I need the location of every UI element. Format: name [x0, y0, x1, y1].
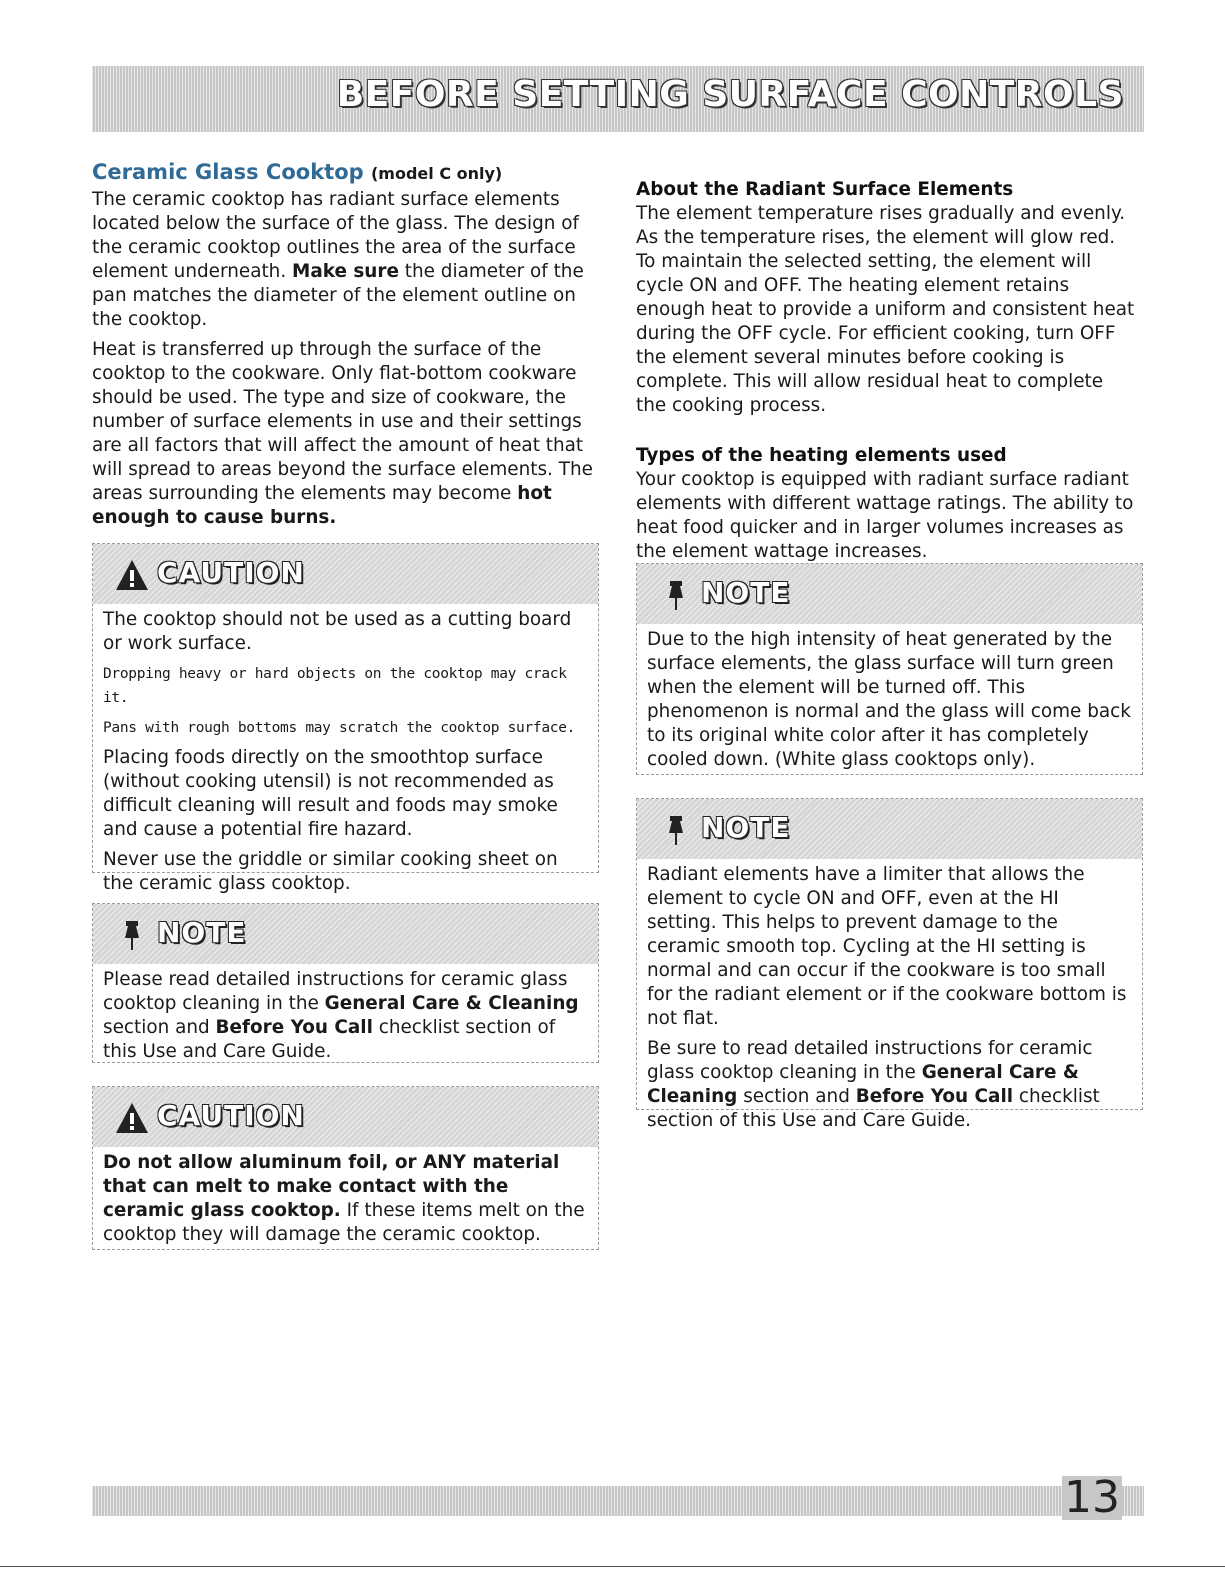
- caution-line: Pans with rough bottoms may scratch the cooktop surface.: [103, 720, 576, 736]
- note-header: [637, 564, 1142, 624]
- note-text: Due to the high intensity of heat generated by the surface elements, the glass surface will turn green when the element will be turned off. This phenomenon is normal and the glass will come back to its original white color after it has completely cooled down. (White glass cooktops only).: [647, 629, 1131, 770]
- pushpin-icon: [115, 918, 149, 952]
- note-text: Radiant elements have a limiter that allows the element to cycle ON and OFF, even at the HI setting. This helps to prevent damage to the ceramic smooth top. Cycling at the HI setting is normal and can occur if the cookware is too small for the radiant element or if the cookware bottom is not flat.: [647, 864, 1127, 1029]
- note-header: [93, 904, 598, 964]
- note-bold: Before You Call: [215, 1017, 373, 1038]
- caution-box-1: [92, 543, 599, 894]
- caution-text-part: If these items melt on the cooktop they will damage the ceramic cooktop.: [103, 1200, 585, 1245]
- note-bold: General Care & Cleaning: [324, 993, 579, 1014]
- caution-title: CAUTION: [157, 1099, 305, 1132]
- note-text-part: section and: [103, 1017, 216, 1038]
- bottom-rule: [0, 1566, 1225, 1567]
- pushpin-icon: [659, 813, 693, 847]
- note-title: NOTE: [701, 576, 791, 609]
- section-heading: [92, 158, 597, 188]
- note-text-part: Please read detailed instructions for ceramic glass cooktop cleaning in the: [103, 969, 568, 1014]
- section-heading-sub: (model C only): [370, 164, 503, 183]
- note-body: [93, 964, 598, 1076]
- note-text: [647, 1037, 1134, 1133]
- warning-icon: [115, 1101, 149, 1135]
- caution-line: Never use the griddle or similar cooking sheet on the ceramic glass cooktop.: [103, 849, 558, 894]
- intro-bold: Make sure: [292, 261, 399, 282]
- note-box-1: [92, 903, 599, 1063]
- note-bold: Before You Call: [855, 1086, 1014, 1107]
- note-box-2: [636, 563, 1143, 775]
- caution-bold: Do not allow aluminum foil, or ANY material that can melt to make contact with the ceramic glass cooktop.: [103, 1152, 560, 1221]
- note-header: [637, 799, 1142, 859]
- intro-text-b: the diameter of the pan matches the diameter of the element outline on the cooktop.: [92, 261, 584, 330]
- left-column: [92, 158, 597, 536]
- note-title: NOTE: [701, 811, 791, 844]
- note-body: [637, 859, 1142, 1145]
- caution-body: [93, 1147, 598, 1259]
- caution-header: [93, 544, 598, 604]
- pushpin-icon: [659, 578, 693, 612]
- intro-paragraph: [92, 188, 597, 332]
- note-bold: General Care & Cleaning: [647, 1062, 1079, 1107]
- intro-text-a: The ceramic cooktop has radiant surface elements located below the surface of the glass. The design of the ceramic cooktop outlines the area of the surface element underneath.: [92, 189, 580, 282]
- note-text-part: section and: [737, 1086, 856, 1107]
- note-text-part: Be sure to read detailed instructions for ceramic glass cooktop cleaning in the: [647, 1038, 1093, 1083]
- caution-header: [93, 1087, 598, 1147]
- types-paragraph: Your cooktop is equipped with radiant surface radiant elements with different wattage ratings. The ability to heat food quicker and in larger volumes increases as the element wattage increases.: [636, 469, 1134, 562]
- note-text-part: checklist section of this Use and Care Guide.: [103, 1017, 556, 1062]
- note-box-3: [636, 798, 1143, 1131]
- page-number: 13: [1064, 1472, 1120, 1523]
- caution-text: [103, 1151, 590, 1247]
- note-title: NOTE: [157, 916, 247, 949]
- types-heading: Types of the heating elements used: [636, 445, 1007, 466]
- radiant-heading: About the Radiant Surface Elements: [636, 179, 1014, 200]
- heat-bold: hot enough to cause burns.: [92, 483, 552, 528]
- caution-body: [93, 604, 598, 908]
- header-band: [92, 66, 1144, 132]
- warning-icon: [115, 558, 149, 592]
- caution-title: CAUTION: [157, 556, 305, 589]
- caution-line: Dropping heavy or hard objects on the cooktop may crack it.: [103, 666, 567, 706]
- caution-box-2: [92, 1086, 599, 1250]
- note-text-part: checklist section of this Use and Care Guide.: [647, 1086, 1100, 1131]
- caution-line: The cooktop should not be used as a cutting board or work surface.: [103, 609, 572, 654]
- radiant-paragraph: The element temperature rises gradually and evenly. As the temperature rises, the element will glow red. To maintain the selected setting, the element will cycle ON and OFF. The heating element retains enough heat to provide a uniform and consistent heat during the OFF cycle. For efficient cooking, turn OFF the element several minutes before cooking is complete. This will allow residual heat to complete the cooking process.: [636, 203, 1135, 416]
- heat-paragraph: [92, 338, 597, 530]
- caution-line: Placing foods directly on the smoothtop surface (without cooking utensil) is not recommended as difficult cleaning will result and foods may smoke and cause a potential fire hazard.: [103, 747, 558, 840]
- page-title: BEFORE SETTING SURFACE CONTROLS: [336, 74, 1124, 115]
- note-text: [103, 968, 590, 1064]
- section-heading-text: Ceramic Glass Cooktop: [92, 160, 364, 184]
- footer-band: [92, 1472, 1144, 1523]
- right-column: [636, 178, 1136, 570]
- note-body: [637, 624, 1142, 784]
- heat-text: Heat is transferred up through the surface of the cooktop to the cookware. Only flat-bottom cookware should be used. The type and size of cookware, the number of surface elements in use and their settings are all factors that will affect the amount of heat that will spread to areas beyond the surface elements. The areas surrounding the elements may become: [92, 339, 593, 504]
